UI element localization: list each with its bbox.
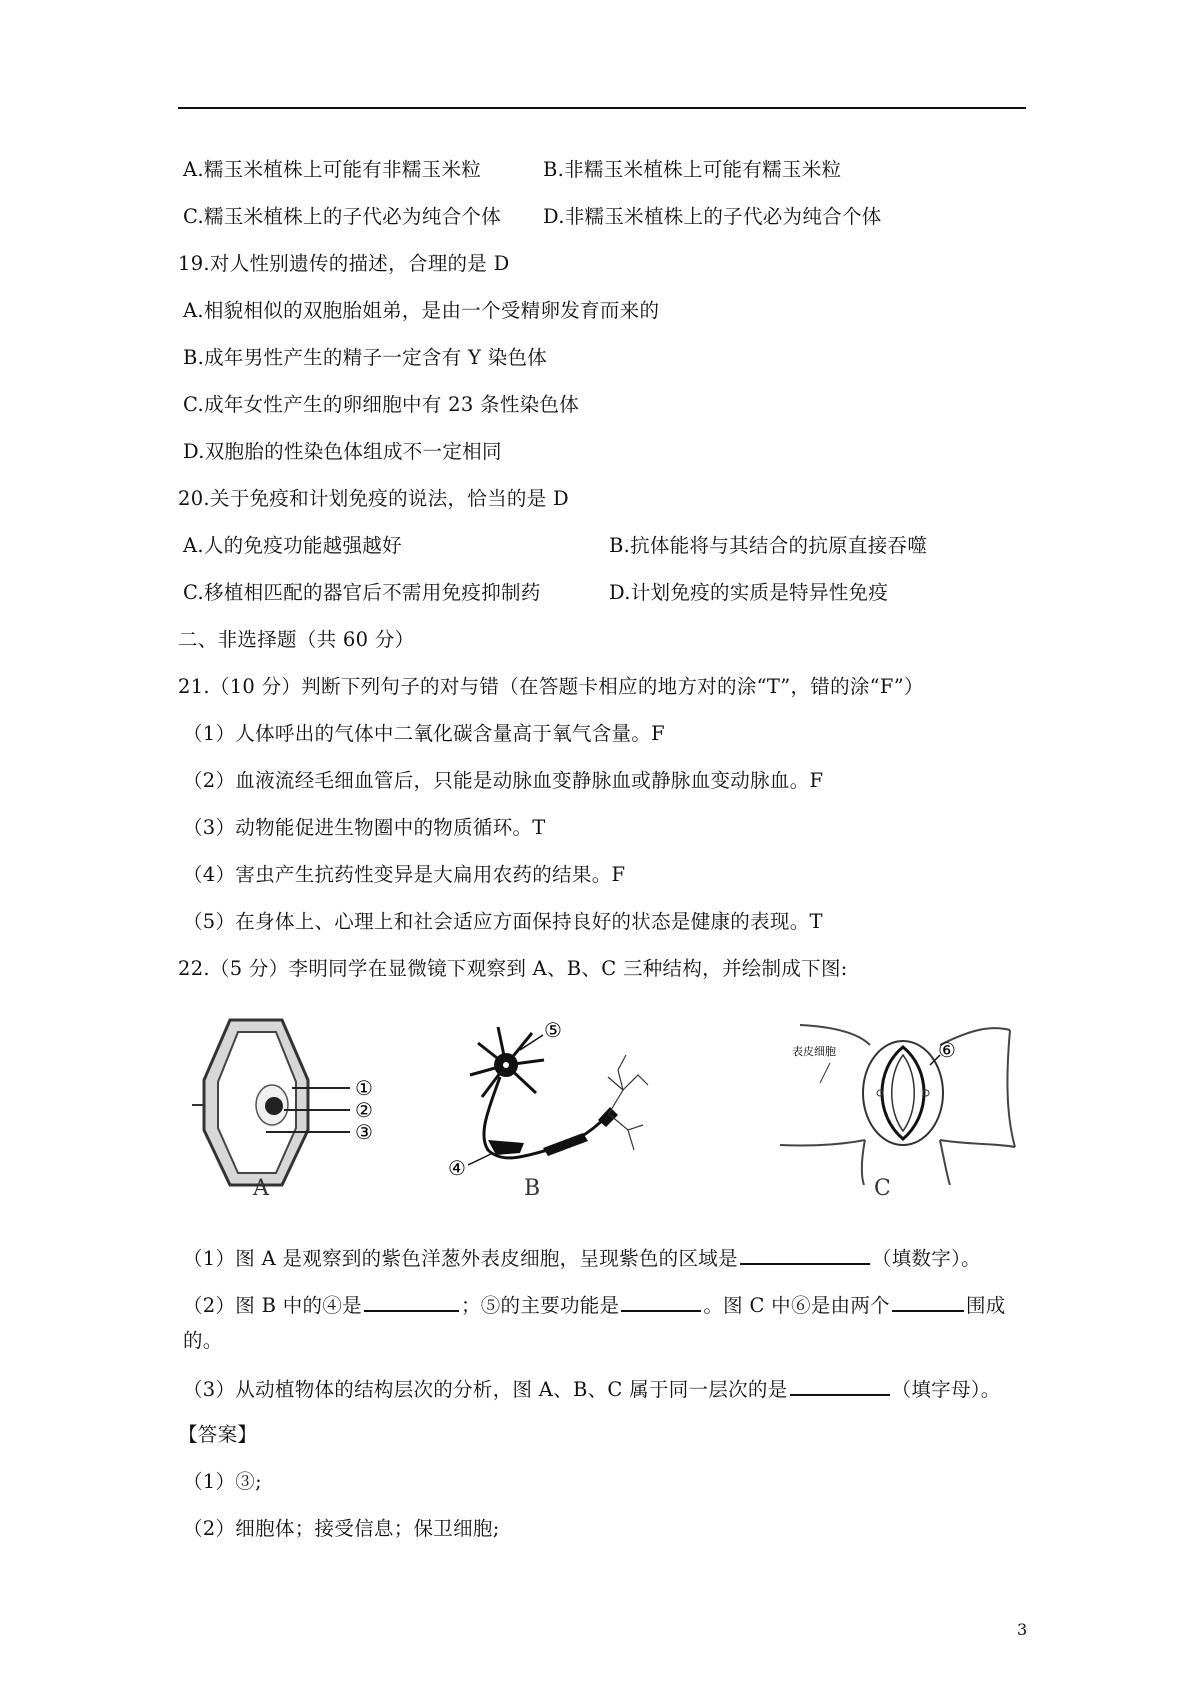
q18-option-d: D.非糯玉米植株上的子代必为纯合个体: [543, 205, 882, 228]
answer-title: 【答案】: [178, 1423, 258, 1446]
q21-statement-4: （4）害虫产生抗药性变异是大扁用农药的结果。F: [183, 863, 626, 886]
answer-blank: [892, 1290, 964, 1312]
q20-row1: [183, 532, 928, 560]
q20-option-c: C.移植相匹配的器官后不需用免疫抑制药: [183, 581, 541, 604]
figure-a-onion-cell: [190, 1010, 390, 1200]
q18-option-a: A.糯玉米植株上可能有非糯玉米粒: [183, 158, 482, 181]
q21-statement-3: （3）动物能促进生物圈中的物质循环。T: [183, 816, 546, 839]
answer-blank: [790, 1374, 890, 1396]
q22-part-2: （2）图 B 中的④是 ；⑤的主要功能是 。图 C 中⑥是由两个 围成: [183, 1290, 1006, 1320]
q20-option-b: B.抗体能将与其结合的抗原直接吞噬: [609, 534, 928, 557]
page-number: 3: [1017, 1620, 1028, 1639]
answer-blank: [364, 1290, 459, 1312]
answer-blank: [621, 1290, 701, 1312]
q20-option-d: D.计划免疫的实质是特异性免疫: [609, 581, 889, 604]
mark-3: ③: [355, 1120, 373, 1144]
q21-statement-1: （1）人体呼出的气体中二氧化碳含量高于氧气含量。F: [183, 722, 665, 745]
q19-option-a: A.相貌相似的双胞胎姐弟，是由一个受精卵发育而来的: [183, 299, 660, 322]
answer-1: （1）③;: [183, 1470, 262, 1493]
q21-statement-5: （5）在身体上、心理上和社会适应方面保持良好的状态是健康的表现。T: [183, 910, 823, 933]
q21-stem: 21.（10 分）判断下列句子的对与错（在答题卡相应的地方对的涂“T”，错的涂“F”）: [178, 675, 924, 698]
figure-b-label: B: [524, 1176, 541, 1201]
q18-option-c: C.糯玉米植株上的子代必为纯合个体: [183, 205, 502, 228]
mark-5: ⑤: [544, 1018, 562, 1042]
q19-option-d: D.双胞胎的性染色体组成不一定相同: [183, 440, 502, 463]
mark-1: ①: [355, 1076, 373, 1100]
mark-6: ⑥: [938, 1038, 956, 1062]
q18-option-b: B.非糯玉米植株上可能有糯玉米粒: [543, 158, 842, 181]
q19-option-b: B.成年男性产生的精子一定含有 Y 染色体: [183, 346, 548, 369]
header-rule: [178, 107, 1026, 109]
q22-part-2-cont: 的。: [183, 1329, 223, 1352]
figure-c-label: C: [874, 1176, 891, 1201]
q19-option-c: C.成年女性产生的卵细胞中有 23 条性染色体: [183, 393, 580, 416]
mark-2: ②: [355, 1098, 373, 1122]
answer-blank: [740, 1243, 870, 1265]
section-title: 二、非选择题（共 60 分）: [178, 628, 415, 651]
q19-stem: 19.对人性别遗传的描述，合理的是 D: [178, 252, 510, 275]
q20-row2: [183, 579, 889, 607]
q22-part-3: （3）从动植物体的结构层次的分析，图 A、B、C 属于同一层次的是 （填字母）。: [183, 1374, 1001, 1404]
epidermal-cell-label: 表皮细胞: [792, 1045, 836, 1058]
q22-stem: 22.（5 分）李明同学在显微镜下观察到 A、B、C 三种结构，并绘制成下图:: [178, 957, 848, 980]
figure-b-neuron: [448, 1015, 668, 1185]
q20-stem: 20.关于免疫和计划免疫的说法，恰当的是 D: [178, 487, 569, 510]
q21-statement-2: （2）血液流经毛细血管后，只能是动脉血变静脉血或静脉血变动脉血。F: [183, 769, 824, 792]
q22-part-1: （1）图 A 是观察到的紫色洋葱外表皮细胞，呈现紫色的区域是 （填数字）。: [183, 1243, 981, 1273]
mark-4: ④: [448, 1156, 466, 1180]
q18-row2: [183, 203, 882, 231]
q18-row1: [183, 156, 842, 184]
q20-option-a: A.人的免疫功能越强越好: [183, 534, 402, 557]
figure-c-stoma: [780, 1015, 1020, 1185]
answer-2: （2）细胞体；接受信息；保卫细胞;: [183, 1517, 500, 1540]
figure-a-label: A: [253, 1176, 269, 1201]
